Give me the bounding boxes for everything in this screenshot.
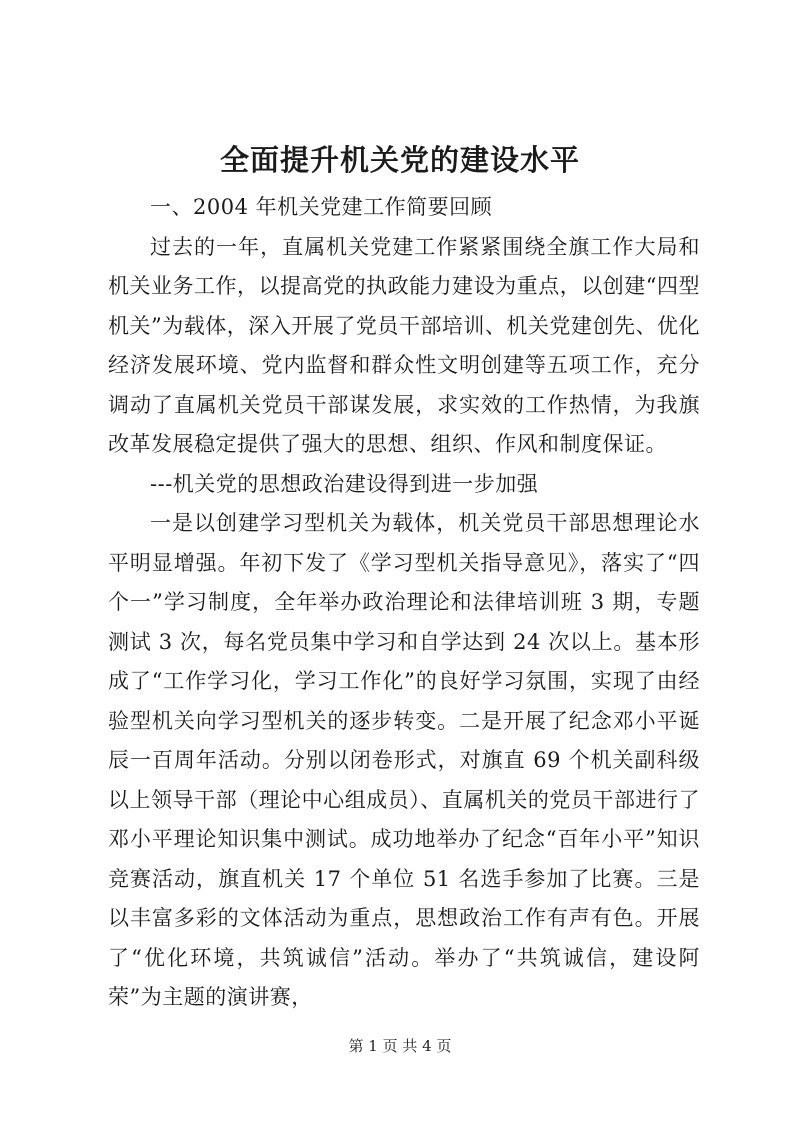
sub-heading: ---机关党的思想政治建设得到进一步加强: [150, 471, 539, 496]
document-title: 全面提升机关党的建设水平: [219, 143, 580, 177]
paragraph-review: 过去的一年，直属机关党建工作紧紧围绕全旗工作大局和机关业务工作，以提高党的执政能力建设为重点，以创建“四型机关”为载体，深入开展了党员干部培训、机关党建创先、优化经济发展环境、党内监督和群众性文明创建等五项工作，充分调动了直属机关党员干部谋发展，求实效的工作热情，为我旗改革发展稳定提供了强大的思想、组织、作风和制度保证。: [108, 234, 700, 456]
section-heading: 一、2004 年机关党建工作简要回顾: [150, 195, 493, 219]
page-footer: 第 1 页 共 4 页: [348, 1037, 452, 1055]
paragraph-details: 一是以创建学习型机关为载体，机关党员干部思想理论水平明显增强。年初下发了《学习型机关指导意见》，落实了“四个一”学习制度，全年举办政治理论和法律培训班 3 期，专题测试 3 次，每名党员集中学习和自学达到 24 次以上。基本形成了“工作学习化，学习工作化”的良好学习氛围，实现了由经验型机关向学习型机关的逐步转变。二是开展了纪念邓小平诞辰一百周年活动。分别以闭卷形式，对旗直 69 个机关副科级以上领导干部（理论中心组成员）、直属机关的党员干部进行了邓小平理论知识集中测试。成功地举办了纪念“百年小平”知识竞赛活动，旗直机关 17 个单位 51 名选手参加了比赛。三是以丰富多彩的文体活动为重点，思想政治工作有声有色。开展了“优化环境，共筑诚信”活动。举办了“共筑诚信，建设阿荣”为主题的演讲赛，: [108, 511, 700, 1009]
document-body: [108, 188, 700, 1018]
